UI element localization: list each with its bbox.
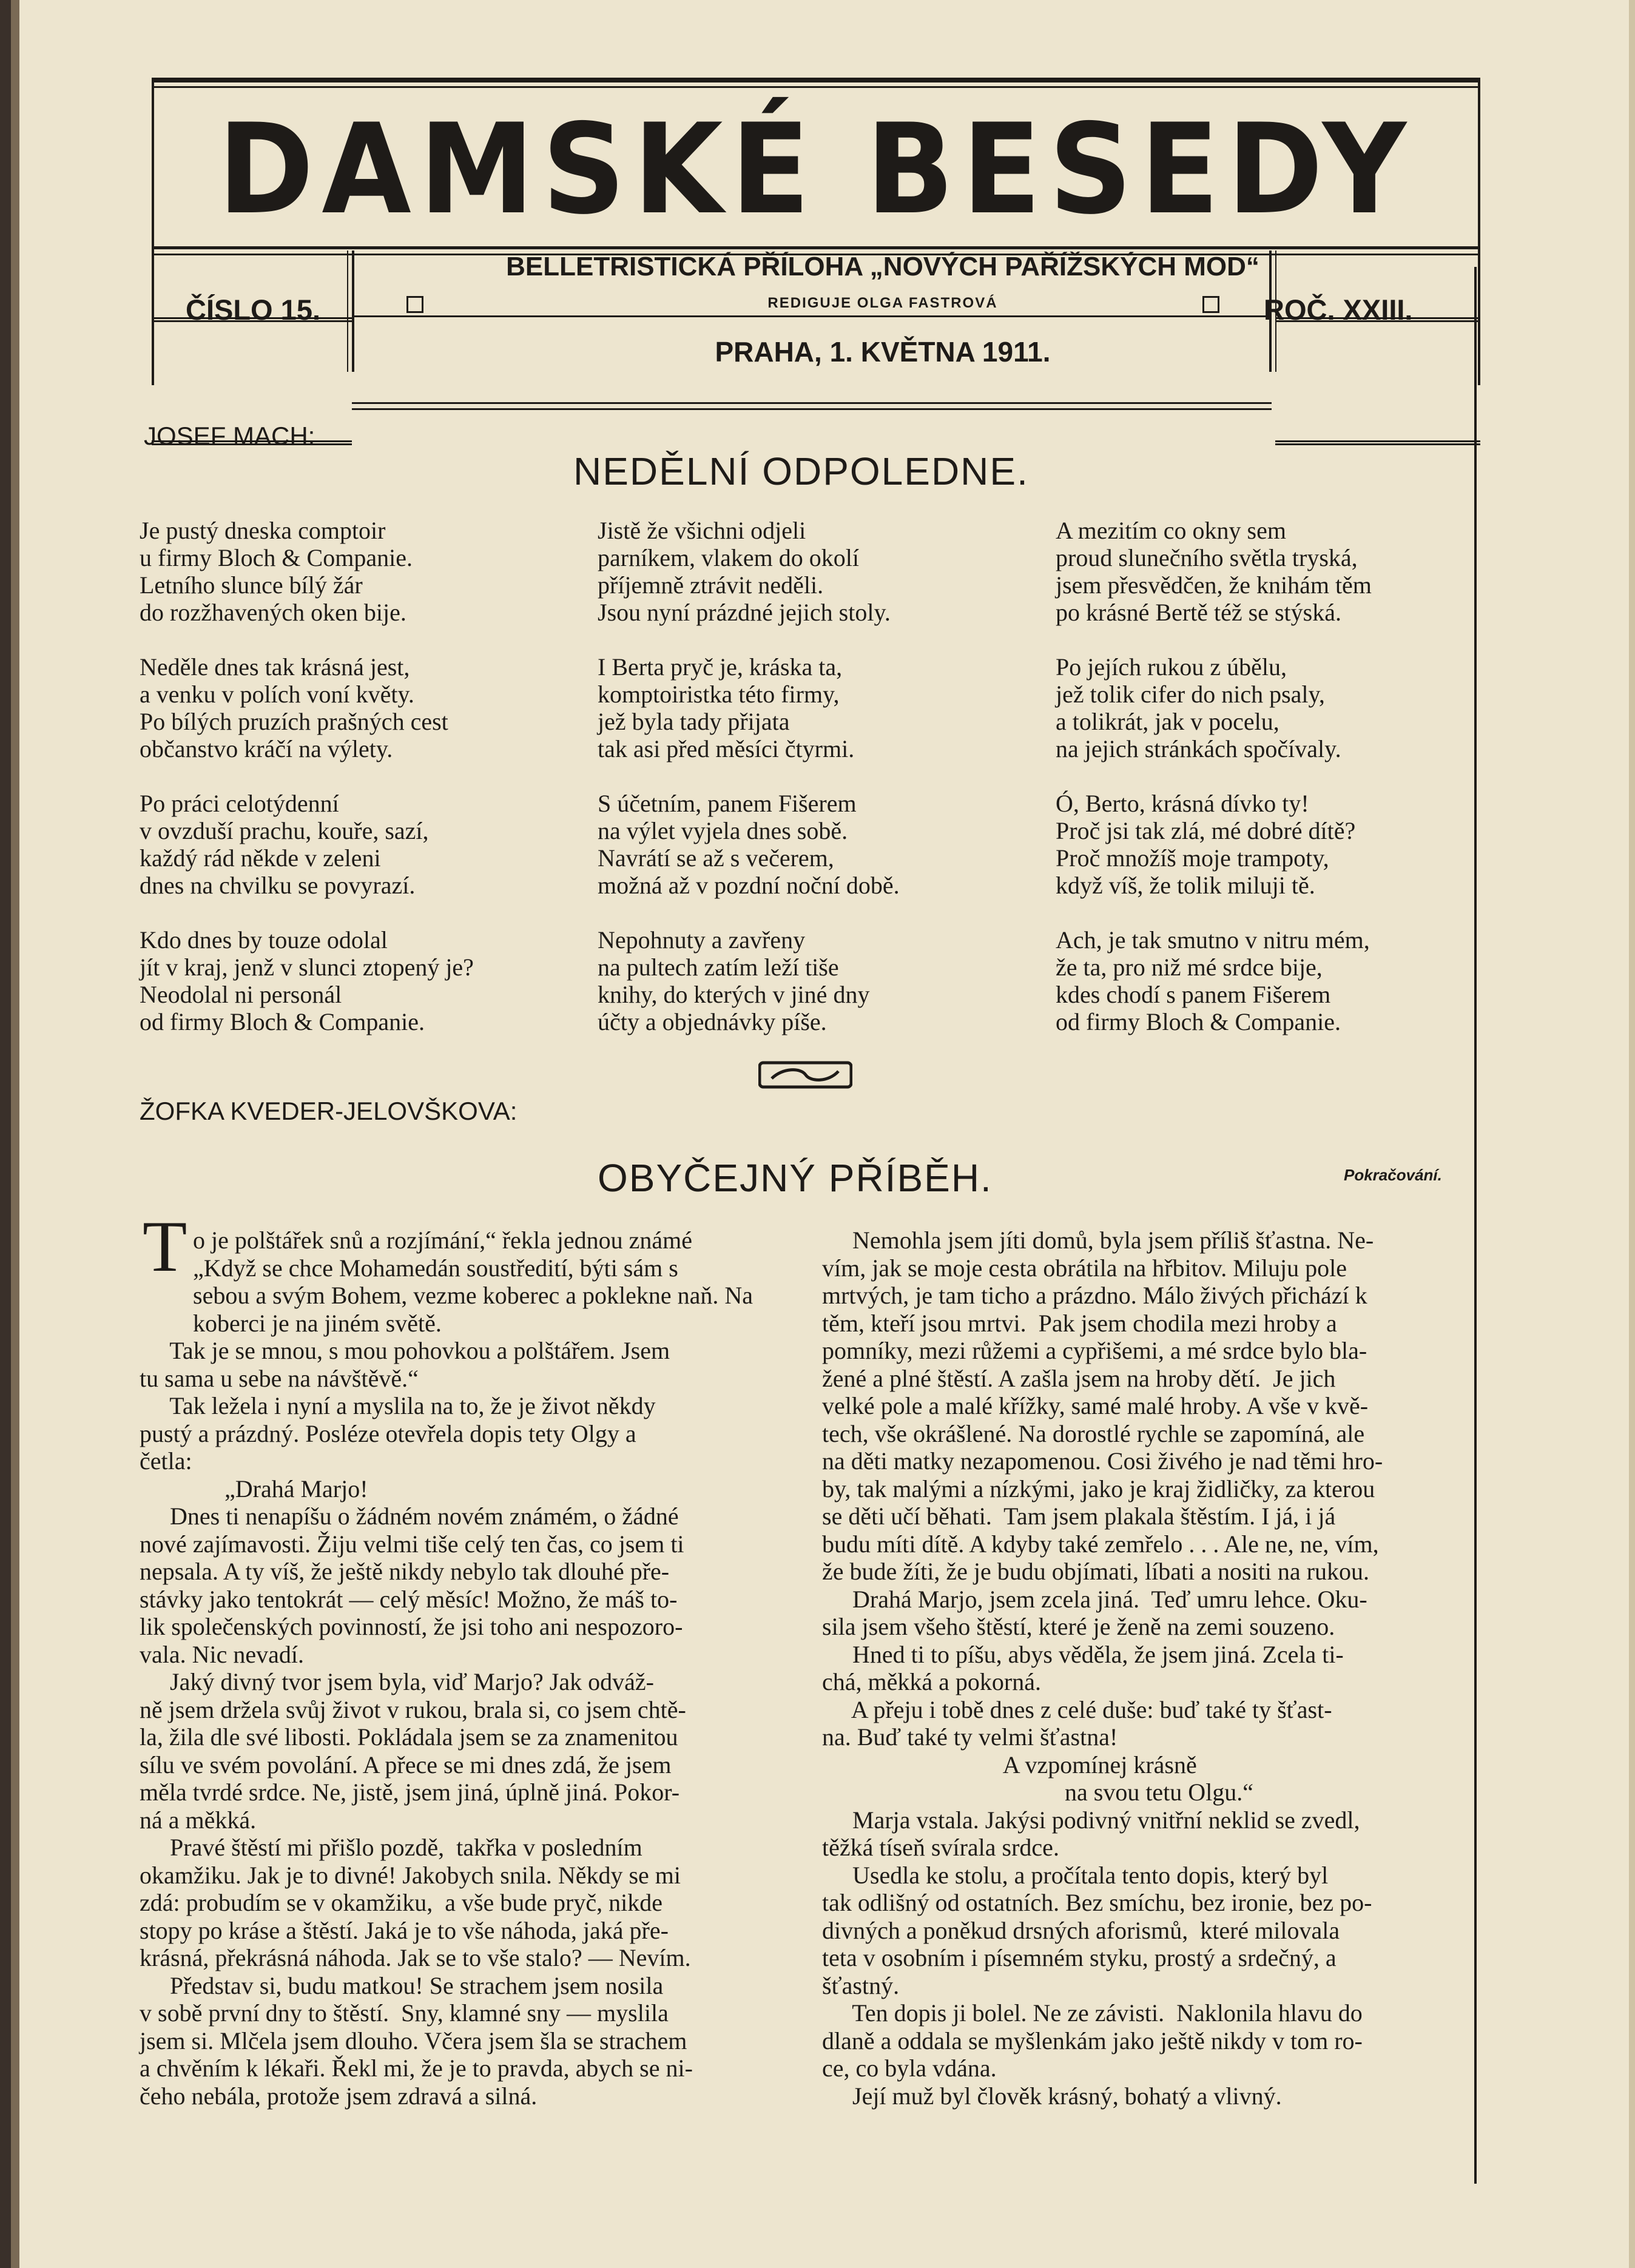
- right-margin-rule: [1474, 267, 1477, 2184]
- story-column-1: Tak je se mnou, s mou pohovkou a polštářem. Jsem tu sama u sebe na návštěvě.“ Tak ležela i nyní a myslila na to, že je život někdy pustý a prázdný. Posléze otevřela dopis tety Olgy a četla: „Drahá Marjo! Dnes ti nenapíšu o žádném novém známém, o žádné nové zajímavosti. Žiju velmi tiše celý ten čas, co jsem ti nepsala. A ty víš, že ještě nikdy nebylo tak dlouhé pře- stávky jako tentokrát — celý měsíc! Možno, že máš to- lik společenských povinností, že jsi toho ani nespozoro- vala. Nic nevadí. Jaký divný tvor jsem byla, viď Marjo? Jak odváž- ně jsem držela svůj život v rukou, brala si, co jsem chtě- la, žila dle své libosti. Pokládala jsem se za znamenitou sílu ve svém povolání. A přece se mi dnes zdá, že jsem měla tvrdé srdce. Ne, jistě, jsem jiná, úplně jiná. Pokor- ná a měkká. Pravé štěstí mi přišlo pozdě, takřka v posledním okamžiku. Jak je to divné! Jakobych snila. Někdy se mi zdá: probudím se v okamžiku, a vše bude pryč, nikde stopy po kráse a štěstí. Jaká je to vše náhoda, jaká pře- krásná, překrásná náhoda. Jak se to vše stalo? — Nevím. Představ si, budu matkou! Se strachem jsem nosila v sobě první dny to štěstí. Sny, klamné sny — myslila jsem si. Mlčela jsem dlouho. Včera jsem šla se strachem a chvěním k lékaři. Řekl mi, že je to pravda, abych se ni- čeho nebála, protože jsem zdravá a silná.: [140, 1337, 693, 2110]
- masthead-top-rule: [152, 78, 1480, 82]
- drop-cap: T: [143, 1206, 187, 1287]
- issue-number: ČÍSLO 15.: [186, 294, 321, 326]
- masthead-date-rule: [352, 402, 1272, 404]
- issue-box-rule: [352, 251, 354, 372]
- ornament-square-right: [1202, 296, 1219, 313]
- poem-title: NEDĚLNÍ ODPOLEDNE.: [573, 449, 1029, 493]
- continued-note: Pokračování.: [1344, 1166, 1442, 1184]
- masthead-left-rule: [152, 78, 154, 385]
- poem-column-2: Jistě že všichni odjeli parníkem, vlakem do okolí příjemně ztrávit neděli. Jsou nyní prázdné jejich stoly. I Berta pryč je, kráska ta, komptoiristka této firmy, jež byla tady přijata tak asi před měsíci čtyrmi. S účetním, panem Fišerem na výlet vyjela dnes sobě. Navrátí se až s večerem, možná až v pozdní noční době. Nepohnuty a zavřeny na pultech zatím leží tiše knihy, do kterých v jiné dny účty a objednávky píše.: [598, 517, 900, 1035]
- poem-column-3: A mezitím co okny sem proud slunečního světla tryská, jsem přesvědčen, že knihám těm po krásné Bertě též se stýská. Po jejích rukou z úbělu, jež tolik cifer do nich psaly, a tolikrát, jak v pocelu, na jejich stránkách spočívaly. Ó, Berto, krásná dívko ty! Proč jsi tak zlá, mé dobré dítě? Proč množíš moje trampoty, když víš, že tolik miluji tě. Ach, je tak smutno v nitru mém, že ta, pro niž mé srdce bije, kdes chodí s panem Fišerem od firmy Bloch & Companie.: [1056, 517, 1372, 1035]
- poem-column-1: Je pustý dneska comptoir u firmy Bloch & Companie. Letního slunce bílý žár do rozžhavených oken bije. Neděle dnes tak krásná jest, a venku v polích voní květy. Po bílých pruzích prašných cest občanstvo kráčí na výlety. Po práci celotýdenní v ovzduší prachu, kouře, sazí, každý rád někde v zeleni dnes na chvilku se povyrazí. Kdo dnes by touze odolal jít v kraj, jenž v slunci ztopený je? Neodolal ni personál od firmy Bloch & Companie.: [140, 517, 474, 1035]
- poem-author: JOSEF MACH:: [144, 422, 315, 450]
- masthead-editor: REDIGUJE OLGA FASTROVÁ: [767, 295, 998, 311]
- story-author: ŽOFKA KVEDER-JELOVŠKOVA:: [140, 1097, 517, 1125]
- masthead-mid-rule: [152, 246, 1480, 249]
- masthead-right-rule: [1478, 78, 1480, 385]
- story-column-2: Nemohla jsem jíti domů, byla jsem příliš šťastna. Ne- vím, jak se moje cesta obrátila na hřbitov. Miluju pole mrtvých, je tam ticho a prázdno. Málo živých přichází k těm, kteří jsou mrtvi. Pak jsem chodila mezi hroby a pomníky, mezi růžemi a cypřišemi, a mé srdce bylo bla- žené a plné štěstí. A zašla jsem na hroby dětí. Je jich velké pole a malé křížky, samé malé hroby. A vše v kvě- tech, vše okrášlené. Na dorostlé rychle se zapomíná, ale na děti matky nezapomenou. Cosi živého je nad těmi hro- by, tak malými a nízkými, jako je kraj židličky, za kterou se děti učí běhati. Tam jsem plakala štěstím. I já, i já budu míti dítě. A kdyby také zemřelo . . . Ale ne, ne, vím, že bude žíti, že je budu objímati, líbati a nositi na rukou. Drahá Marjo, jsem zcela jiná. Teď umru lehce. Oku- sila jsem všeho štěstí, které je ženě na zemi souzeno. Hned ti to píšu, abys věděla, že jsem jiná. Zcela ti- chá, měkká a pokorná. A přeju i tobě dnes z celé duše: buď také ty šťast- na. Buď také ty velmi šťastna! A vzpomínej krásně na svou tetu Olgu.“ Marja vstala. Jakýsi podivný vnitřní neklid se zvedl, těžká tíseň svírala srdce. Usedla ke stolu, a pročítala tento dopis, který byl tak odlišný od ostatních. Bez smíchu, bez ironie, bez po- divných a poněkud drsných aforismů, které milovala teta v osobním i písemném styku, prostý a srdečný, a šťastný. Ten dopis ji bolel. Ne ze závisti. Naklonila hlavu do dlaně a oddala se myšlenkám jako ještě nikdy v tom ro- ce, co byla vdána. Její muž byl člověk krásný, bohatý a vlivný.: [822, 1227, 1383, 2110]
- volume-number: ROČ. XXIII.: [1264, 294, 1413, 326]
- section-ornament: [758, 1060, 852, 1089]
- ornament-square-left: [406, 296, 423, 313]
- page-edge: [1629, 0, 1635, 2268]
- masthead-subtitle-rule: [352, 315, 1272, 317]
- masthead-subtitle: BELLETRISTICKÁ PŘÍLOHA „NOVÝCH PAŘÍŽSKÝCH MOD“: [506, 252, 1259, 281]
- book-binding-edge: [11, 0, 19, 2268]
- masthead-date-rule2: [352, 408, 1272, 410]
- story-column-1-lead: o je polštářek snů a rozjímání,“ řekla jednou známé „Když se chce Mohamedán soustředití, býti sám s sebou a svým Bohem, vezme koberec a poklekne naň. Na koberci je na jiném světě.: [193, 1227, 753, 1337]
- issue-box-rule-thin: [347, 251, 348, 372]
- volume-box-bottom2: [1275, 443, 1480, 445]
- story-title: OBYČEJNÝ PŘÍBĚH.: [598, 1156, 993, 1200]
- masthead-date: PRAHA, 1. KVĚTNA 1911.: [715, 336, 1051, 368]
- volume-box-bottom: [1275, 440, 1480, 442]
- masthead-title: DAMSKÉ BESEDY: [218, 98, 1414, 242]
- book-binding: [0, 0, 11, 2268]
- masthead-top-rule-thin: [152, 86, 1480, 88]
